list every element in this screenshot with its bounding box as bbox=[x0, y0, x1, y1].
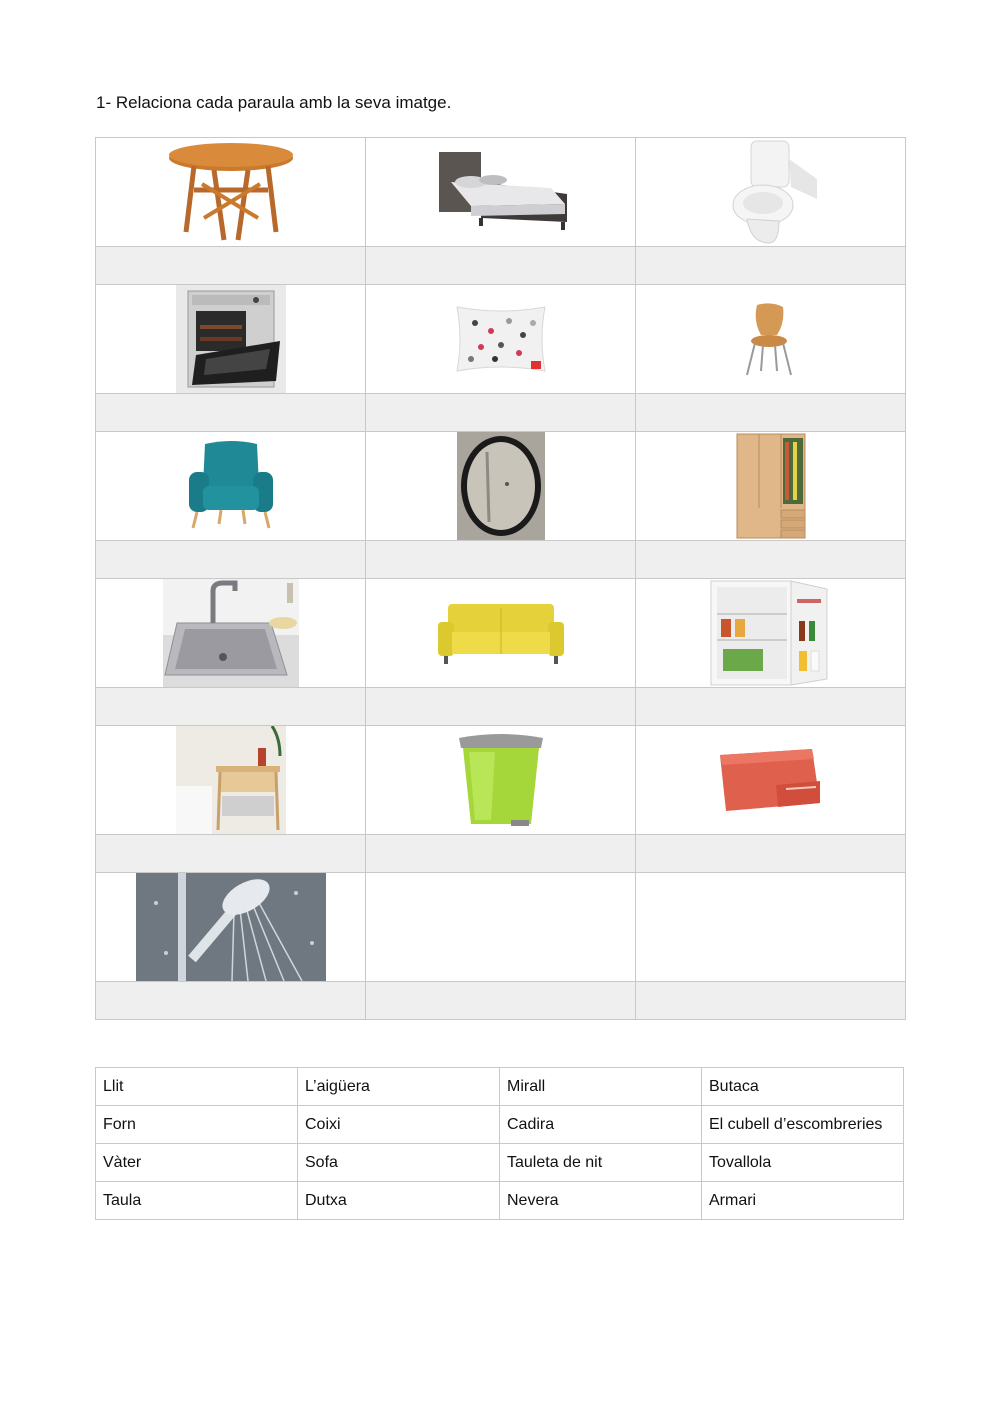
answer-row bbox=[96, 541, 906, 579]
picture-cell bbox=[366, 285, 636, 394]
bed-icon bbox=[431, 142, 571, 242]
sink-icon bbox=[163, 579, 299, 687]
picture-row bbox=[96, 873, 906, 982]
sofa-icon bbox=[436, 600, 566, 666]
table-icon bbox=[166, 140, 296, 244]
word-cell[interactable]: L’aigüera bbox=[298, 1068, 500, 1106]
towel-icon bbox=[716, 745, 826, 815]
word-cell[interactable]: El cubell d’escombreries bbox=[702, 1106, 904, 1144]
wardrobe-icon bbox=[735, 432, 807, 540]
armchair-icon bbox=[181, 438, 281, 534]
picture-cell bbox=[96, 873, 366, 982]
word-cell[interactable]: Forn bbox=[96, 1106, 298, 1144]
answer-cell[interactable] bbox=[96, 835, 366, 873]
answer-cell[interactable] bbox=[636, 394, 906, 432]
answer-cell[interactable] bbox=[366, 394, 636, 432]
word-cell[interactable]: Nevera bbox=[500, 1182, 702, 1220]
word-cell[interactable]: Armari bbox=[702, 1182, 904, 1220]
answer-cell[interactable] bbox=[636, 541, 906, 579]
picture-grid bbox=[95, 137, 906, 1020]
picture-cell bbox=[636, 579, 906, 688]
picture-cell bbox=[96, 579, 366, 688]
picture-cell bbox=[636, 138, 906, 247]
picture-cell bbox=[366, 579, 636, 688]
picture-cell bbox=[636, 285, 906, 394]
picture-cell bbox=[366, 726, 636, 835]
toilet-icon bbox=[721, 139, 821, 245]
answer-cell[interactable] bbox=[636, 982, 906, 1020]
nightstand-icon bbox=[176, 726, 286, 834]
trash-bin-icon bbox=[455, 730, 547, 830]
answer-row bbox=[96, 688, 906, 726]
picture-row bbox=[96, 432, 906, 541]
word-cell[interactable]: Coixi bbox=[298, 1106, 500, 1144]
word-bank bbox=[95, 1067, 904, 1220]
pillow-icon bbox=[451, 301, 551, 377]
word-cell[interactable]: Mirall bbox=[500, 1068, 702, 1106]
answer-cell[interactable] bbox=[96, 982, 366, 1020]
word-cell[interactable]: Tovallola bbox=[702, 1144, 904, 1182]
picture-cell bbox=[96, 726, 366, 835]
picture-row bbox=[96, 726, 906, 835]
word-cell[interactable]: Taula bbox=[96, 1182, 298, 1220]
picture-cell bbox=[96, 285, 366, 394]
answer-cell[interactable] bbox=[96, 394, 366, 432]
answer-cell[interactable] bbox=[96, 688, 366, 726]
answer-row bbox=[96, 982, 906, 1020]
picture-row bbox=[96, 285, 906, 394]
answer-cell[interactable] bbox=[96, 247, 366, 285]
word-row bbox=[96, 1144, 904, 1182]
answer-row bbox=[96, 247, 906, 285]
picture-cell bbox=[636, 432, 906, 541]
answer-cell[interactable] bbox=[366, 835, 636, 873]
word-cell[interactable]: Vàter bbox=[96, 1144, 298, 1182]
answer-row bbox=[96, 835, 906, 873]
answer-cell[interactable] bbox=[366, 688, 636, 726]
picture-row bbox=[96, 138, 906, 247]
picture-cell bbox=[96, 138, 366, 247]
oven-icon bbox=[176, 285, 286, 393]
instruction-text: 1- Relaciona cada paraula amb la seva imatge. bbox=[96, 93, 452, 112]
shower-icon bbox=[136, 873, 326, 981]
word-cell[interactable]: Llit bbox=[96, 1068, 298, 1106]
picture-cell bbox=[366, 873, 636, 982]
word-row bbox=[96, 1182, 904, 1220]
word-cell[interactable]: Sofa bbox=[298, 1144, 500, 1182]
answer-cell[interactable] bbox=[366, 982, 636, 1020]
word-cell[interactable]: Dutxa bbox=[298, 1182, 500, 1220]
fridge-icon bbox=[709, 579, 833, 687]
answer-cell[interactable] bbox=[366, 541, 636, 579]
picture-cell bbox=[366, 432, 636, 541]
mirror-icon bbox=[457, 432, 545, 540]
answer-cell[interactable] bbox=[366, 247, 636, 285]
answer-cell[interactable] bbox=[636, 835, 906, 873]
answer-cell[interactable] bbox=[636, 247, 906, 285]
picture-cell bbox=[636, 873, 906, 982]
picture-cell bbox=[366, 138, 636, 247]
answer-cell[interactable] bbox=[636, 688, 906, 726]
chair-icon bbox=[741, 301, 801, 377]
word-row bbox=[96, 1068, 904, 1106]
word-cell[interactable]: Tauleta de nit bbox=[500, 1144, 702, 1182]
picture-cell bbox=[96, 432, 366, 541]
picture-row bbox=[96, 579, 906, 688]
word-row bbox=[96, 1106, 904, 1144]
picture-cell bbox=[636, 726, 906, 835]
word-cell[interactable]: Butaca bbox=[702, 1068, 904, 1106]
word-cell[interactable]: Cadira bbox=[500, 1106, 702, 1144]
answer-cell[interactable] bbox=[96, 541, 366, 579]
answer-row bbox=[96, 394, 906, 432]
